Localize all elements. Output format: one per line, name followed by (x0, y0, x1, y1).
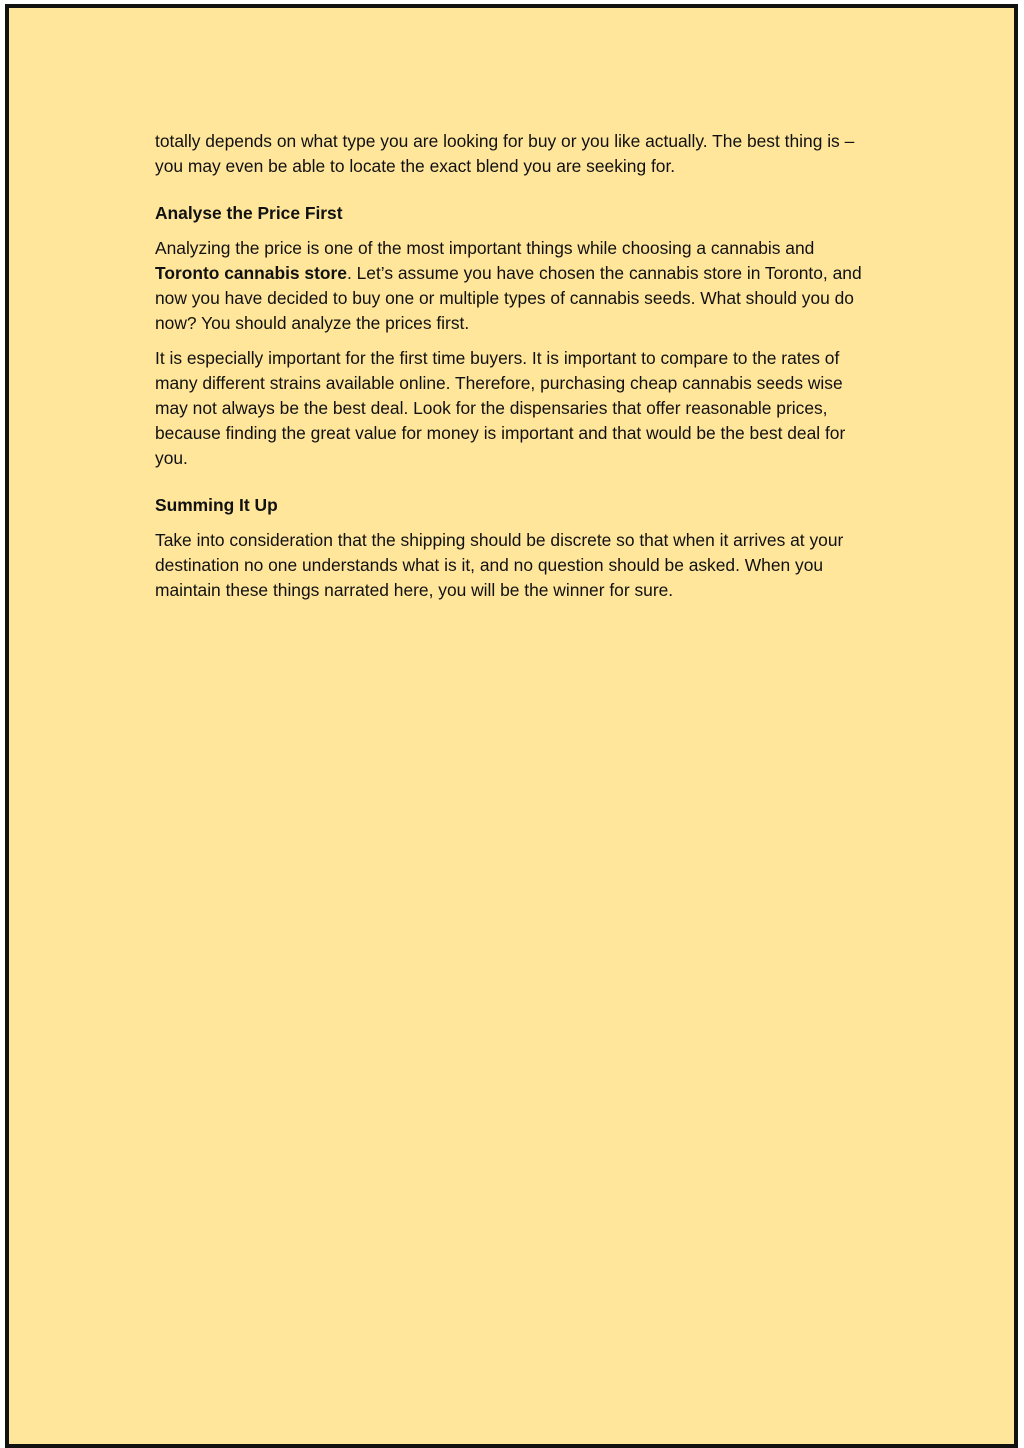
intro-paragraph: totally depends on what type you are looking for buy or you like actually. The best thing is – you may even be able to locate the exact blend you are seeking for. (155, 131, 855, 176)
section-heading-summing-up: Summing It Up (155, 495, 278, 515)
price-paragraph-1-start: Analyzing the price is one of the most important things while choosing a cannabis and (155, 238, 815, 258)
toronto-cannabis-store-link-text: Toronto cannabis store (155, 263, 347, 283)
summing-paragraph: Take into consideration that the shipping should be discrete so that when it arrives at your destination no one understands what is it, and no question should be asked. When you maintain these things narrated here, you will be the winner for sure. (155, 530, 844, 600)
price-paragraph-1 (155, 236, 871, 336)
section-heading-price: Analyse the Price First (155, 203, 343, 223)
document-body (155, 129, 871, 613)
price-paragraph-2: It is especially important for the first time buyers. It is important to compare to the rates of many different strains available online. Therefore, purchasing cheap cannabis seeds wise may not always be the best deal. Look for the dispensaries that offer reasonable prices, because finding the great value for money is important and that would be the best deal for you. (155, 348, 846, 468)
document-page (5, 4, 1018, 1448)
price-paragraph-1-end: . Let’s assume you have chosen the cannabis store in Toronto, and now you have decided to buy one or multiple types of cannabis seeds. What should you do now? You should analyze the prices first. (155, 263, 862, 333)
